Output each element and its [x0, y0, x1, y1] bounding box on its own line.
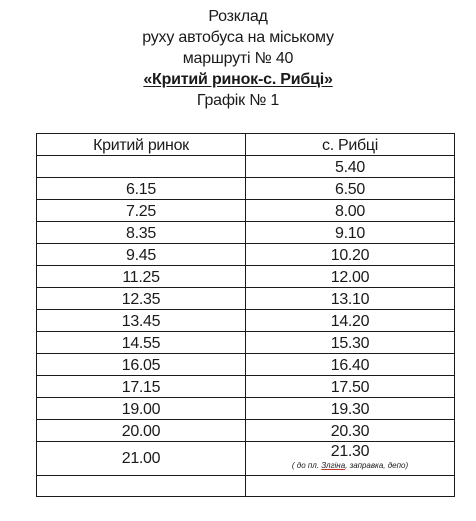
departure-rybtsi: 9.10	[246, 222, 455, 244]
departure-krytyi-rynok	[37, 156, 246, 178]
table-row	[37, 376, 455, 398]
departure-rybtsi: 14.20	[246, 310, 455, 332]
route-note-suffix: , заправка, депо)	[345, 461, 409, 470]
departure-rybtsi: 13.10	[246, 288, 455, 310]
departure-krytyi-rynok: 13.45	[37, 310, 246, 332]
table-row	[37, 266, 455, 288]
header-route-name: «Критий ринок-с. Рибці»	[143, 71, 333, 88]
departure-rybtsi: 17.50	[246, 376, 455, 398]
departure-krytyi-rynok: 21.00	[37, 442, 246, 476]
column-header-rybtsi: с. Рибці	[246, 134, 455, 156]
table-row	[37, 354, 455, 376]
departure-rybtsi: 8.00	[246, 200, 455, 222]
departure-rybtsi: 6.50	[246, 178, 455, 200]
departure-rybtsi: 21.30	[330, 443, 370, 460]
table-row	[37, 332, 455, 354]
departure-krytyi-rynok: 17.15	[37, 376, 246, 398]
departure-rybtsi: 15.30	[246, 332, 455, 354]
table-row	[37, 420, 455, 442]
table-row	[37, 476, 455, 497]
table-row	[37, 178, 455, 200]
departure-rybtsi: 19.30	[246, 398, 455, 420]
departure-krytyi-rynok: 9.45	[37, 244, 246, 266]
departure-rybtsi: 10.20	[246, 244, 455, 266]
table-row	[37, 200, 455, 222]
header-title: Розклад	[208, 8, 268, 25]
departure-rybtsi	[246, 476, 455, 497]
table-row	[37, 222, 455, 244]
header-route-number: маршруті № 40	[182, 50, 294, 67]
departure-krytyi-rynok: 11.25	[37, 266, 246, 288]
departure-krytyi-rynok: 6.15	[37, 178, 246, 200]
table-header-row	[37, 134, 455, 156]
route-note-prefix: ( до пл.	[291, 461, 322, 470]
table-row	[37, 288, 455, 310]
departure-krytyi-rynok: 12.35	[37, 288, 246, 310]
departure-krytyi-rynok: 19.00	[37, 398, 246, 420]
schedule-header	[0, 6, 476, 111]
departure-rybtsi-with-note	[246, 442, 455, 476]
header-subtitle: руху автобуса на міському	[142, 29, 334, 46]
route-note	[246, 461, 454, 471]
departure-rybtsi: 12.00	[246, 266, 455, 288]
header-schedule-number: Графік № 1	[196, 92, 280, 109]
departure-krytyi-rynok: 14.55	[37, 332, 246, 354]
departure-krytyi-rynok: 8.35	[37, 222, 246, 244]
table-row	[37, 442, 455, 476]
table-row	[37, 244, 455, 266]
departure-rybtsi: 20.30	[246, 420, 455, 442]
departure-krytyi-rynok: 20.00	[37, 420, 246, 442]
departure-rybtsi: 16.40	[246, 354, 455, 376]
schedule-table	[36, 133, 455, 497]
table-row	[37, 310, 455, 332]
column-header-krytyi-rynok: Критий ринок	[37, 134, 246, 156]
departure-krytyi-rynok: 7.25	[37, 200, 246, 222]
table-row	[37, 398, 455, 420]
departure-krytyi-rynok	[37, 476, 246, 497]
departure-krytyi-rynok: 16.05	[37, 354, 246, 376]
table-row	[37, 156, 455, 178]
route-note-place: Злгіна	[321, 461, 346, 470]
departure-rybtsi: 5.40	[246, 156, 455, 178]
